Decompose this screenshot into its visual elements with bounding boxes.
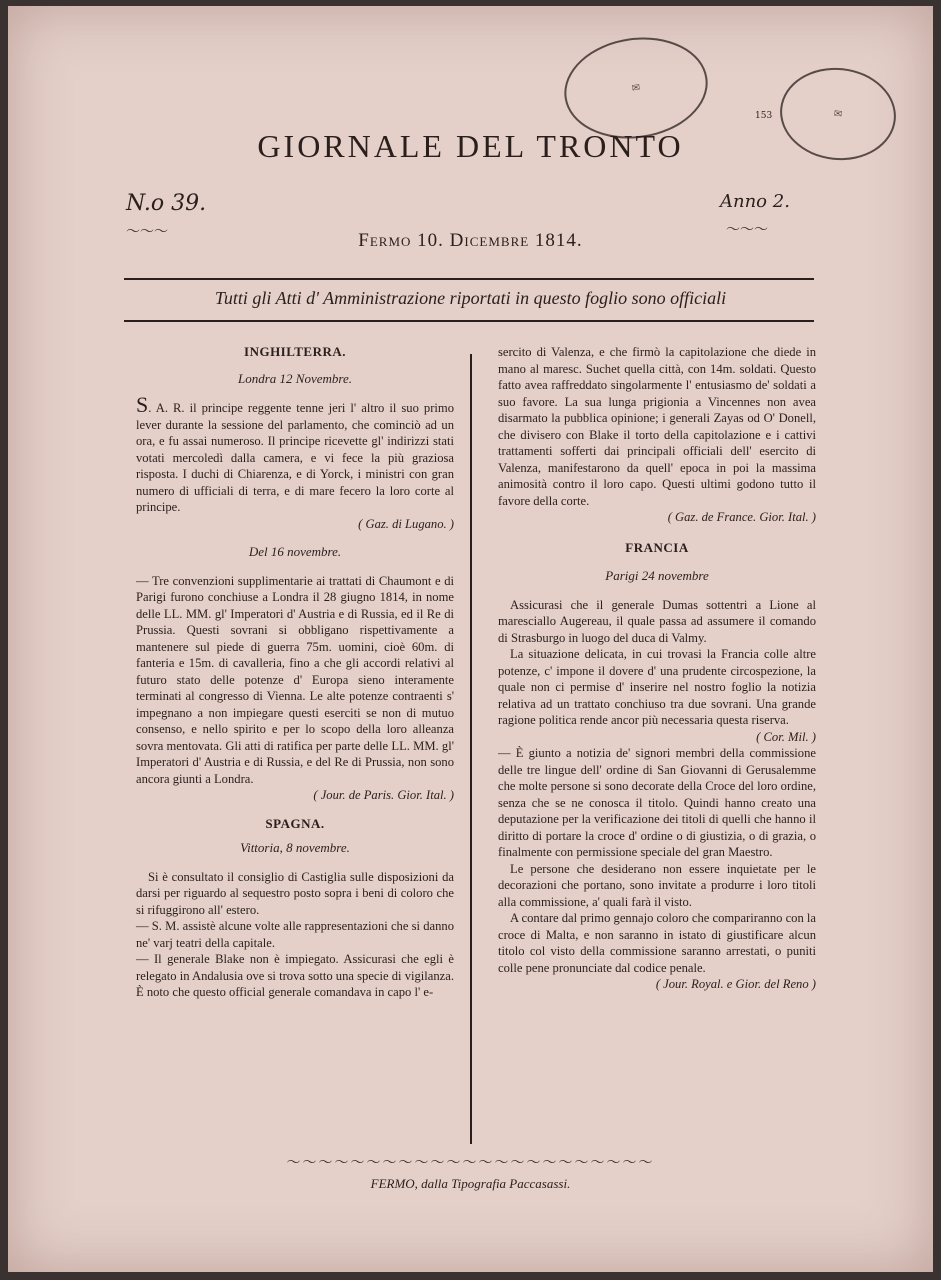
year-label: Anno 2. xyxy=(720,191,790,212)
section-heading-inghilterra: INGHILTERRA. xyxy=(244,344,346,359)
article-inghilterra-text: . A. R. il principe reggente tenne jeri l' altro il suo primo lever durante la sessione del parlamento, che cominciò ad un ora, e fu assai numeroso. Il principe ricevette gl' indirizzi stati votati mercoledì dalla camera, e vi fece la più graziosa risposta. I duchi di Chiarenza, e di Yorck, i ministri con gran numero di ufficiali di terra, e di mare fecero la loro corte al principe. xyxy=(136,401,454,514)
page-number: 153 xyxy=(755,111,773,121)
issue-number: N.o 39. xyxy=(126,191,207,216)
dateline-vittoria: Vittoria, 8 novembre. xyxy=(240,840,350,855)
article-spagna-cont: sercito di Valenza, e che firmò la capitolazione che diede in mano al maresc. Suchet quella città, con 14m. soldati. Questo fatto avea raffreddato singolarmente l' entusiasmo de' soldati a suo favore. La sua lunga prigionia a Vincennes non avea disarmato la pubblica opinione; i generali Zayas od O' Donell, che divisero con Blake il torto della capitolazione e i cattivi trattamenti sofferti dai principali officiali dell' esercito di Valenza, manifestarono da quell' epoca in poi la massima animosità contro il loro capo. Questi ultimi godono tutto il favore della corte. xyxy=(498,345,816,508)
source-francia: ( Jour. Royal. e Gior. del Reno ) xyxy=(655,977,816,991)
section-heading-spagna: SPAGNA. xyxy=(265,815,325,831)
article-francia-3: — È giunto a notizia de' signori membri della commissione delle tre lingue dell' ordine di San Giovanni di Gerusalemme che molte persone si sono decorate della Croce del loro ordine, senza che se ne conosca il titolo. Quindi hanno creato una deputazione per la verificazione dei titoli di quelli che hanno il diritto di portare la croce d' ordine o di giustizia, o di grazia, o finalmente con permissione speciale del gran Maestro. xyxy=(498,746,816,859)
source-convenzioni: ( Jour. de Paris. Gior. Ital. ) xyxy=(313,788,454,802)
flourish-left-icon: 〜〜〜 xyxy=(126,224,168,240)
article-spagna-2: — S. M. assistè alcune volte alle rappresentazioni che si danno ne' varj teatri della capitale. xyxy=(136,919,454,950)
article-francia-5: A contare dal primo gennajo coloro che compariranno con la croce di Malta, e non saranno in istato di giustificare alcun titolo col visto della commissione saranno arrestati, o puniti colle pene pronunciate dal codice penale. xyxy=(498,911,816,975)
postal-stamp-right: ✉ xyxy=(776,62,901,166)
source-francia-2: ( Cor. Mil. ) xyxy=(756,729,816,744)
dateline: Fermo 10. Dicembre 1814. xyxy=(358,230,583,251)
source-spagna-cont: ( Gaz. de France. Gior. Ital. ) xyxy=(667,510,816,524)
flourish-right-icon: 〜〜〜 xyxy=(726,222,768,238)
motto: Tutti gli Atti d' Amministrazione riportati in questo foglio sono officiali xyxy=(214,288,727,308)
rule-top xyxy=(124,278,814,280)
printer-imprint: FERMO, dalla Tipografia Paccasassi. xyxy=(370,1176,571,1191)
right-column xyxy=(498,344,816,993)
postal-stamp-left: ✉ xyxy=(558,28,715,147)
rule-bottom xyxy=(124,320,814,322)
article-francia-4: Le persone che desiderano non essere inquietate per le decorazioni che portano, sono invitate a produrre i loro titoli alla commissione, a' quali farà il visto. xyxy=(498,861,816,909)
article-francia-1: Assicurasi che il generale Dumas sottentri a Lione al maresciallo Augereau, il quale passa ad assumere il comando di Strasburgo in luogo del duca di Valmy. xyxy=(498,597,816,645)
article-francia-2: La situazione delicata, in cui trovasi la Francia colle altre potenze, c' impone il dovere d' una prudente circospezione, la quale non ci permise d' inserire nel nostro foglio la notizia relativa ad un trattato conchiuso tra due sovrani. Una grande ragione politica rende ancor più necessaria questa riserva. xyxy=(498,647,816,727)
article-spagna-1: Si è consultato il consiglio di Castiglia sulle disposizioni da darsi per riguardo al sequestro posto sopra i beni di coloro che si rifuggirono all' estero. xyxy=(136,869,454,917)
article-convenzioni: — Tre convenzioni supplimentarie ai trattati di Chaumont e di Parigi furono conchiuse a Londra il 28 giugno 1814, in nome delle LL. MM. gl' Imperatori d' Austria e di Russia, ed il Re di Prussia. Questi sovrani si obbligano rispettivamente a mantenere sul piede di guerra 75m. uomini, cioè 60m. di fanteria e 15m. di cavalleria, fino a che gli accordi relativi al futuro stato delle potenze d' Europa sieno interamente terminati al congresso di Vienna. Le alte potenze contraenti s' impegnano a non impiegare questi eserciti se non di mutuo consenso, e nello spirito e per lo scopo della loro alleanza sovra mentovata. Gli atti di ratifica per parte delle LL. MM. gl' Imperatori d' Austria e di Russia, e del Re di Prussia, non sono ancora giunti a Londra. xyxy=(136,573,454,786)
newspaper-page xyxy=(8,6,933,1272)
dateline-parigi: Parigi 24 novembre xyxy=(605,568,709,583)
section-heading-francia: FRANCIA xyxy=(625,539,689,555)
dropcap: S xyxy=(136,392,149,417)
dateline-londra: Londra 12 Novembre. xyxy=(238,370,352,386)
article-spagna-3: — Il generale Blake non è impiegato. Assicurasi che egli è relegato in Andalusia ove si trova sotto una specie di vigilanza. È noto che questo official generale comandava in capo l' e- xyxy=(136,952,454,999)
footer-flourish-icon: 〜〜〜〜〜〜〜〜〜〜〜〜〜〜〜〜〜〜〜〜〜〜〜 xyxy=(286,1155,655,1171)
masthead-title: GIORNALE DEL TRONTO xyxy=(257,128,684,164)
source-inghilterra: ( Gaz. di Lugano. ) xyxy=(358,516,454,531)
article-inghilterra xyxy=(136,392,454,516)
left-column xyxy=(136,344,454,1001)
column-divider xyxy=(470,354,472,1144)
dateline-del16: Del 16 novembre. xyxy=(248,544,342,559)
